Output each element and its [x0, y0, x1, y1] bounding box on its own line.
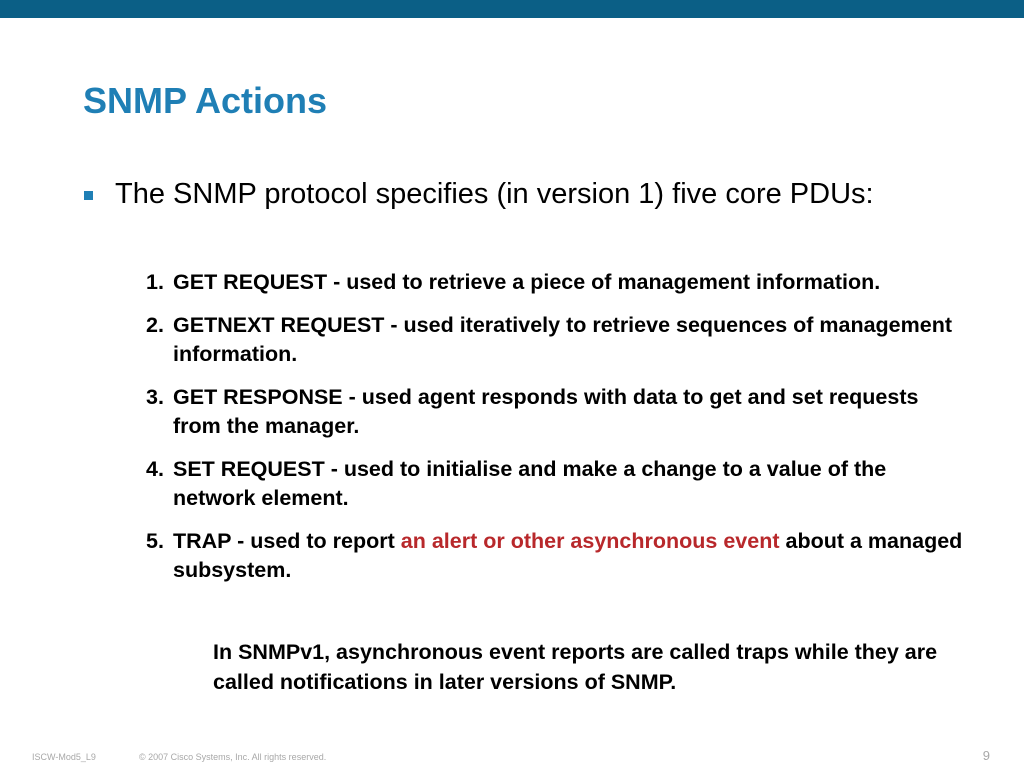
list-item [146, 311, 966, 369]
list-item [146, 455, 966, 513]
list-item-text: GET RESPONSE - used agent responds with data to get and set requests from the manager. [173, 385, 919, 438]
list-item-number: 3. [146, 385, 164, 409]
list-item-text: GETNEXT REQUEST - used iteratively to retrieve sequences of management information. [173, 313, 953, 366]
list-item-text: SET REQUEST - used to initialise and make a change to a value of the network element. [173, 457, 887, 510]
slide-title: SNMP Actions [83, 80, 328, 121]
list-item-number: 2. [146, 313, 164, 337]
list-item-number: 4. [146, 457, 164, 481]
list-item [146, 527, 966, 585]
list-item-text-before: TRAP - used to report [173, 529, 401, 553]
list-item-number: 5. [146, 529, 164, 553]
list-item-number: 1. [146, 270, 164, 294]
square-bullet-icon [84, 191, 93, 200]
footer-copyright: © 2007 Cisco Systems, Inc. All rights reserved. [139, 752, 327, 762]
main-bullet-text: The SNMP protocol specifies (in version 1) five core PDUs: [115, 178, 874, 210]
list-item-text-after: about a managed subsystem. [173, 529, 963, 582]
highlighted-text: an alert or other asynchronous event [400, 529, 780, 553]
traps-note: In SNMPv1, asynchronous event reports are called traps while they are called notifications in later versions of SNMP. [213, 640, 938, 694]
header-bar [0, 0, 1024, 18]
list-item [146, 268, 966, 297]
pdu-list [146, 268, 966, 599]
list-item-text: GET REQUEST - used to retrieve a piece of management information. [173, 270, 881, 294]
list-item [146, 383, 966, 441]
footer-module-id: ISCW-Mod5_L9 [32, 752, 96, 762]
page-number: 9 [982, 748, 990, 763]
